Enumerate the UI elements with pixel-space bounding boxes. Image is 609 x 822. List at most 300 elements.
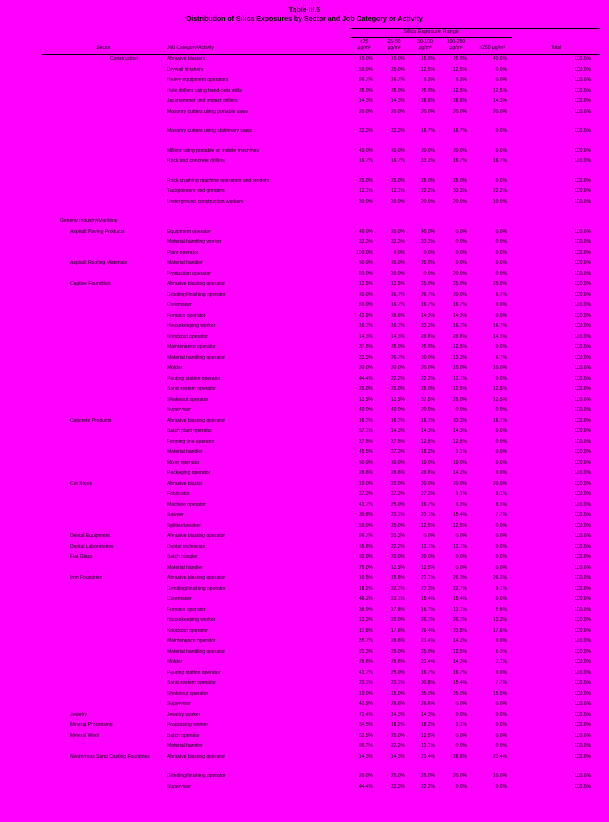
sector-cell [42, 458, 165, 469]
sector-cell [42, 343, 165, 354]
table-body [42, 54, 600, 793]
exposure-value-cell: 25.0% [420, 87, 435, 94]
exposure-value-cell: 11.1% [359, 188, 373, 194]
exposure-value-cell: 60.0% [358, 554, 373, 560]
total-cell: 100.0% [574, 407, 592, 413]
exposure-value-cell: 23.5% [452, 627, 467, 634]
job-category-cell: Millers using portable or mobile machines [167, 147, 259, 154]
exposure-value-cell: 9.1% [495, 585, 508, 592]
exposure-value-cell: 27.8% [390, 606, 405, 613]
exposure-value-cell: 12.5% [452, 438, 467, 445]
exposure-value-cell: 7.1% [495, 659, 508, 665]
exposure-value-cell: 14.3% [390, 711, 405, 718]
job-category-cell: Pouring station operator [167, 375, 221, 382]
exposure-value-cell: 10.0% [390, 56, 405, 62]
job-category-cell: Masonry cutters using stationary saws [167, 128, 252, 134]
job-category-cell: Housekeeping worker [167, 323, 216, 329]
sector-cell [42, 647, 165, 658]
job-category-cell: Abrasive blasters [167, 56, 206, 62]
exposure-value-cell: 14.3% [452, 470, 467, 476]
table-number: Table III.5 [288, 7, 321, 14]
exposure-value-cell: 37.5% [390, 438, 405, 445]
silica-exposure-range-header: Silica Exposure Range [350, 29, 512, 38]
exposure-value-cell: 25.0% [420, 386, 435, 392]
job-category-cell: Furnace operator [167, 312, 206, 319]
job-category-cell: Housekeeping worker [167, 617, 216, 623]
sector-cell: Jewelry [70, 711, 87, 718]
job-category-cell: Production operator [167, 270, 211, 277]
exposure-value-cell: 6.7% [495, 354, 508, 361]
exposure-value-cell: 20.0% [452, 270, 467, 277]
sector-cell [42, 269, 165, 280]
exposure-value-cell: 0.0% [423, 270, 435, 277]
job-category-cell: Abrasive blasting operator [167, 281, 226, 287]
total-cell: 100.0% [574, 228, 592, 235]
exposure-value-cell: 35.7% [358, 638, 373, 644]
exposure-value-cell: 22.2% [390, 543, 405, 550]
exposure-value-cell: 14.3% [358, 333, 373, 340]
total-cell: 100.0% [574, 87, 592, 94]
table-row [42, 595, 600, 606]
table-row [42, 322, 600, 333]
exposure-value-cell: 22.2% [420, 783, 435, 790]
exposure-value-cell: 17.6% [390, 627, 405, 634]
table-row [42, 721, 600, 732]
total-cell: 100.0% [574, 344, 592, 350]
exposure-value-cell: 16.7% [420, 501, 435, 508]
job-category-cell: Shakeout operator [167, 690, 209, 697]
exposure-value-cell: 0.0% [495, 543, 508, 550]
table-row [42, 374, 600, 385]
exposure-value-cell: 11.1% [453, 606, 467, 613]
exposure-value-cell: 60.0% [358, 270, 373, 277]
table-caption: Distribution of Silica Exposures by Sector and Job Category or Activity [186, 16, 423, 23]
exposure-value-cell: 25.0% [452, 396, 467, 403]
exposure-value-cell: 35.0% [420, 690, 435, 697]
job-category-cell: Batch handler [167, 554, 198, 560]
table-row [42, 647, 600, 658]
total-cell: 100.0% [574, 627, 592, 634]
exposure-value-cell: 20.0% [452, 108, 467, 115]
exposure-value-cell: 0.0% [495, 177, 508, 184]
total-cell: 100.0% [574, 302, 592, 308]
exposure-value-cell: 42.9% [358, 701, 373, 707]
exposure-value-cell: 20.0% [492, 480, 508, 487]
exposure-value-cell: 15.0% [492, 690, 508, 697]
table-row [42, 448, 600, 459]
column-header-total: Total [512, 37, 600, 54]
exposure-value-cell: 22.7% [452, 585, 467, 592]
total-cell: 100.0% [574, 239, 592, 245]
exposure-value-cell: 12.5% [390, 396, 405, 403]
sector-cell [42, 311, 165, 322]
exposure-value-cell: 0.0% [393, 249, 405, 256]
exposure-value-cell: 16.7% [492, 158, 508, 164]
exposure-value-cell: 15.4% [452, 680, 467, 686]
job-category-cell: Material handling worker [167, 239, 222, 245]
exposure-value-cell: 0.0% [455, 711, 467, 718]
table-row [42, 427, 600, 438]
sector-cell [42, 616, 165, 627]
job-category-cell: Splitter/breaker [167, 522, 201, 529]
exposure-value-cell: 22.7% [390, 585, 405, 592]
exposure-value-cell: 41.7% [358, 669, 373, 676]
job-category-cell: Maintenance operator [167, 344, 216, 350]
exposure-value-cell: 12.5% [420, 66, 435, 73]
total-cell: 100.0% [574, 533, 592, 539]
exposure-value-cell: 11.8% [359, 627, 373, 634]
total-cell: 100.0% [574, 564, 592, 571]
exposure-value-cell: 22.2% [390, 375, 405, 382]
exposure-value-cell: 14.3% [452, 312, 467, 319]
exposure-value-cell: 18.2% [358, 585, 373, 592]
exposure-value-cell: 12.5% [420, 564, 435, 571]
job-category-cell: Sawyer [167, 512, 184, 518]
table-row [42, 332, 600, 343]
job-category-cell: Coremaker [167, 302, 192, 308]
exposure-value-cell: 20.0% [390, 554, 405, 560]
table-row [42, 782, 600, 793]
exposure-value-cell: 20.0% [452, 291, 467, 298]
exposure-value-cell [378, 217, 410, 228]
total-cell: 100.0% [574, 501, 592, 508]
column-header-job: Job Category/Activity [165, 37, 350, 54]
exposure-value-cell: 14.3% [420, 711, 435, 718]
table-title-block [0, 0, 609, 24]
total-cell: 100.0% [574, 596, 592, 602]
exposure-value-cell: 28.6% [390, 312, 405, 319]
total-cell: 100.0% [574, 449, 592, 455]
sector-cell [42, 353, 165, 364]
table-row [42, 689, 600, 700]
sector-cell: General Industry/Maritime [60, 218, 118, 224]
exposure-value-cell: 26.3% [492, 575, 508, 581]
exposure-value-cell: 0.0% [495, 669, 508, 676]
sector-cell [42, 700, 165, 711]
exposure-value-cell: 33.3% [420, 158, 435, 164]
exposure-value-cell: 11.1% [421, 743, 435, 749]
job-category-cell: Batch plant operator [167, 428, 213, 434]
table-row [42, 217, 600, 228]
table-row [42, 65, 600, 76]
job-category-cell: Abrasive blasting operator [167, 417, 226, 424]
job-category-cell: Drywall finishers [167, 66, 204, 73]
sector-cell: Iron Foundries [70, 575, 103, 581]
exposure-value-cell: 30.8% [358, 512, 373, 518]
exposure-value-cell: 11.1% [421, 543, 435, 550]
table-row [42, 301, 600, 312]
exposure-value-cell: 20.0% [452, 198, 467, 205]
exposure-value-cell: 23.1% [390, 596, 405, 602]
sector-cell [42, 395, 165, 406]
exposure-value-cell: 16.7% [420, 302, 435, 308]
table-row [42, 574, 600, 585]
table-row [42, 54, 600, 65]
job-category-cell: Material handling operator [167, 648, 226, 655]
job-category-cell: Grinding/finishing operator [167, 585, 226, 592]
total-cell: 100.0% [574, 396, 592, 403]
job-category-cell: Knockout operator [167, 333, 208, 340]
sector-cell [42, 637, 165, 648]
exposure-value-cell: 0.0% [495, 554, 508, 560]
table-row [42, 406, 600, 417]
exposure-value-cell: 10.0% [452, 365, 467, 371]
job-category-cell: Hole drillers using hand-held drills [167, 87, 243, 94]
exposure-value-cell: 0.0% [495, 302, 508, 308]
exposure-value-cell: 28.6% [390, 470, 405, 476]
job-category-cell: Plant operator [167, 249, 199, 256]
table-row [42, 86, 600, 97]
total-cell: 100.0% [574, 249, 592, 256]
exposure-value-cell: 0.0% [495, 66, 508, 73]
exposure-value-cell: 0.0% [495, 638, 508, 644]
table-row [42, 700, 600, 711]
column-header-r1: <25 µg/m³ [350, 37, 378, 54]
exposure-value-cell: 33.3% [390, 128, 405, 134]
total-cell: 100.0% [574, 680, 592, 686]
exposure-value-cell: 20.0% [390, 480, 405, 487]
table-header [42, 29, 600, 55]
sector-cell [42, 437, 165, 448]
exposure-value-cell: 28.6% [452, 753, 467, 760]
exposure-value-cell: 26.7% [420, 617, 435, 623]
job-category-cell: Grinding/finishing operator [167, 291, 226, 298]
total-cell: 100.0% [574, 66, 592, 73]
spacer-row [42, 208, 600, 217]
job-category-cell: Heavy equipment operators [167, 77, 229, 83]
exposure-value-cell: 28.6% [420, 470, 435, 476]
sector-cell: Flat Glass [70, 554, 93, 560]
exposure-value-cell: 25.0% [358, 177, 373, 184]
sector-cell [42, 490, 165, 501]
total-cell: 100.0% [574, 690, 592, 697]
total-cell: 100.0% [574, 512, 592, 518]
exposure-value-cell: 16.7% [452, 669, 467, 676]
column-header-row [42, 37, 600, 54]
sector-cell: Dental Laboratories [70, 543, 114, 550]
exposure-value-cell: 12.5% [358, 396, 373, 403]
total-cell: 100.0% [574, 470, 592, 476]
sector-cell: Mineral Wool [70, 732, 100, 739]
exposure-value-cell: 33.3% [420, 239, 435, 245]
job-category-cell: Abrasive blasting operator [167, 533, 226, 539]
job-category-cell: Underground construction workers [167, 198, 244, 205]
sector-cell: Captive Foundries [70, 281, 111, 287]
total-cell: 100.0% [574, 575, 592, 581]
table-row [42, 772, 600, 783]
job-category-cell: Abrasive blaster [167, 480, 203, 487]
exposure-value-cell: 16.7% [358, 417, 373, 424]
sector-cell: Dental Equipment [70, 533, 110, 539]
exposure-value-cell: 38.9% [358, 606, 373, 613]
exposure-value-cell: 20.0% [420, 198, 435, 205]
exposure-value-cell: 14.3% [420, 428, 435, 434]
exposure-value-cell: 12.5% [452, 522, 467, 529]
group-header-right-spacer [512, 29, 600, 38]
exposure-value-cell: 25.0% [390, 732, 405, 739]
exposure-value-cell: 27.3% [420, 585, 435, 592]
exposure-value-cell: 33.3% [358, 354, 373, 361]
job-category-cell: Coremaker [167, 596, 192, 602]
exposure-value-cell: 33.3% [390, 783, 405, 790]
exposure-value-cell: 26.7% [452, 617, 467, 623]
total-cell: 100.0% [574, 417, 592, 424]
total-cell: 100.0% [574, 543, 592, 550]
total-cell: 100.0% [574, 108, 592, 115]
sector-cell [42, 127, 165, 138]
job-category-cell: Material handler [167, 260, 203, 266]
job-category-cell: Supervisor [167, 783, 191, 790]
table-row [42, 157, 600, 168]
sector-cell [42, 238, 165, 249]
exposure-value-cell: 18.2% [420, 449, 435, 455]
exposure-value-cell: 20.0% [358, 291, 373, 298]
exposure-value-cell: 23.1% [390, 512, 405, 518]
table-row [42, 76, 600, 87]
sector-cell: Mineral Processing [70, 722, 113, 728]
exposure-value-cell: 14.3% [358, 98, 373, 104]
sector-cell [42, 448, 165, 459]
exposure-value-cell: 16.7% [390, 417, 405, 424]
column-header-r4: 100-250 µg/m³ [440, 37, 472, 54]
table-row [42, 553, 600, 564]
job-category-cell: Supervisor [167, 407, 191, 413]
exposure-value-cell: 25.0% [390, 669, 405, 676]
exposure-value-cell: 0.0% [455, 701, 467, 707]
exposure-value-cell: 50.0% [358, 302, 373, 308]
table-row [42, 416, 600, 427]
exposure-value-cell: 21.4% [492, 753, 508, 760]
exposure-value-cell: 10.0% [358, 480, 373, 487]
table-row [42, 616, 600, 627]
exposure-value-cell: 18.2% [420, 722, 435, 728]
total-cell: 100.0% [574, 659, 592, 665]
total-cell: 100.0% [574, 291, 592, 298]
exposure-value-cell: 0.0% [495, 533, 508, 539]
sector-cell [42, 197, 165, 208]
exposure-value-cell: 25.0% [390, 66, 405, 73]
sector-cell: Asphalt Roofing Materials [70, 260, 127, 266]
sector-cell: Asphalt Paving Products [70, 228, 125, 235]
exposure-value-cell: 20.0% [390, 108, 405, 115]
exposure-value-cell: 45.5% [358, 449, 373, 455]
job-category-cell: Sand system operator [167, 386, 216, 392]
total-cell: 100.0% [574, 638, 592, 644]
total-cell: 100.0% [574, 438, 592, 445]
exposure-value-cell: 14.3% [390, 428, 405, 434]
total-cell: 100.0% [574, 386, 592, 392]
exposure-value-cell: 25.0% [420, 648, 435, 655]
total-cell: 100.0% [574, 98, 592, 104]
exposure-value-cell: 30.0% [390, 365, 405, 371]
sector-cell: Construction [110, 56, 139, 62]
exposure-value-cell: 20.0% [452, 773, 467, 779]
exposure-value-cell: 0.0% [495, 407, 508, 413]
exposure-value-cell: 25.0% [390, 177, 405, 184]
exposure-value-cell: 0.0% [495, 564, 508, 571]
exposure-value-cell: 0.0% [455, 564, 467, 571]
exposure-value-cell: 8.3% [495, 501, 508, 508]
exposure-value-cell: 0.0% [495, 428, 508, 434]
total-cell: 100.0% [574, 701, 592, 707]
sector-cell [42, 742, 165, 753]
table-row [42, 469, 600, 480]
job-category-cell: Sand system operator [167, 680, 216, 686]
exposure-value-cell: 14.3% [420, 312, 435, 319]
exposure-value-cell: 16.7% [390, 323, 405, 329]
exposure-value-cell: 7.7% [495, 512, 508, 518]
total-cell: 100.0% [574, 522, 592, 529]
sector-cell [42, 76, 165, 87]
exposure-value-cell: 25.0% [452, 690, 467, 697]
exposure-value-cell: 30.0% [358, 365, 373, 371]
sector-cell [42, 605, 165, 616]
exposure-value-cell: 12.5% [420, 438, 435, 445]
exposure-value-cell: 33.3% [390, 239, 405, 245]
exposure-value-cell: 0.0% [423, 533, 435, 539]
exposure-value-cell: 28.6% [358, 470, 373, 476]
table-row [42, 269, 600, 280]
total-cell: 100.0% [574, 554, 592, 560]
exposure-value-cell: 22.2% [420, 375, 435, 382]
table-row [42, 637, 600, 648]
exposure-value-cell: 0.0% [495, 449, 508, 455]
exposure-value-cell: 16.7% [420, 669, 435, 676]
total-cell [512, 217, 600, 228]
exposure-value-cell: 17.6% [492, 627, 508, 634]
job-category-cell: Abrasive blasting operator [167, 753, 226, 760]
exposure-value-cell: 25.0% [390, 344, 405, 350]
sector-cell [42, 427, 165, 438]
total-cell: 100.0% [574, 270, 592, 277]
exposure-value-cell: 25.0% [420, 281, 435, 287]
exposure-value-cell: 40.0% [420, 228, 435, 235]
total-cell: 100.0% [574, 281, 592, 287]
exposure-value-cell: 25.0% [390, 87, 405, 94]
sector-cell [42, 332, 165, 343]
sector-cell: Cut Stone [70, 480, 93, 487]
exposure-value-cell: 0.0% [455, 228, 467, 235]
job-category-cell [165, 217, 350, 228]
exposure-value-cell: 20.0% [390, 198, 405, 205]
exposure-value-cell: 0.0% [495, 312, 508, 319]
exposure-value-cell: 21.1% [420, 575, 435, 581]
table-row [42, 532, 600, 543]
table-row [42, 626, 600, 637]
exposure-value-cell: 25.0% [390, 773, 405, 779]
total-cell: 100.0% [574, 732, 592, 739]
exposure-value-cell: 54.5% [358, 722, 373, 728]
exposure-value-cell: 15.4% [452, 512, 467, 518]
exposure-value-cell: 26.7% [420, 291, 435, 298]
exposure-value-cell: 20.0% [420, 407, 435, 413]
exposure-value-cell: 20.0% [390, 270, 405, 277]
exposure-value-cell: 9.1% [455, 491, 467, 497]
exposure-value-cell [410, 217, 440, 228]
exposure-value-cell: 14.3% [390, 753, 405, 760]
job-category-cell: Abrasive blasting operator [167, 575, 226, 581]
exposure-value-cell: 50.0% [358, 459, 373, 466]
table-row [42, 238, 600, 249]
sector-cell [42, 65, 165, 76]
exposure-value-cell: 16.7% [492, 323, 508, 329]
total-cell: 100.0% [574, 77, 592, 83]
table-row [42, 259, 600, 270]
exposure-value-cell: 37.5% [420, 396, 435, 403]
exposure-value-cell [440, 217, 472, 228]
exposure-value-cell: 55.6% [358, 543, 373, 550]
column-header-r3: 50-100 µg/m³ [410, 37, 440, 54]
